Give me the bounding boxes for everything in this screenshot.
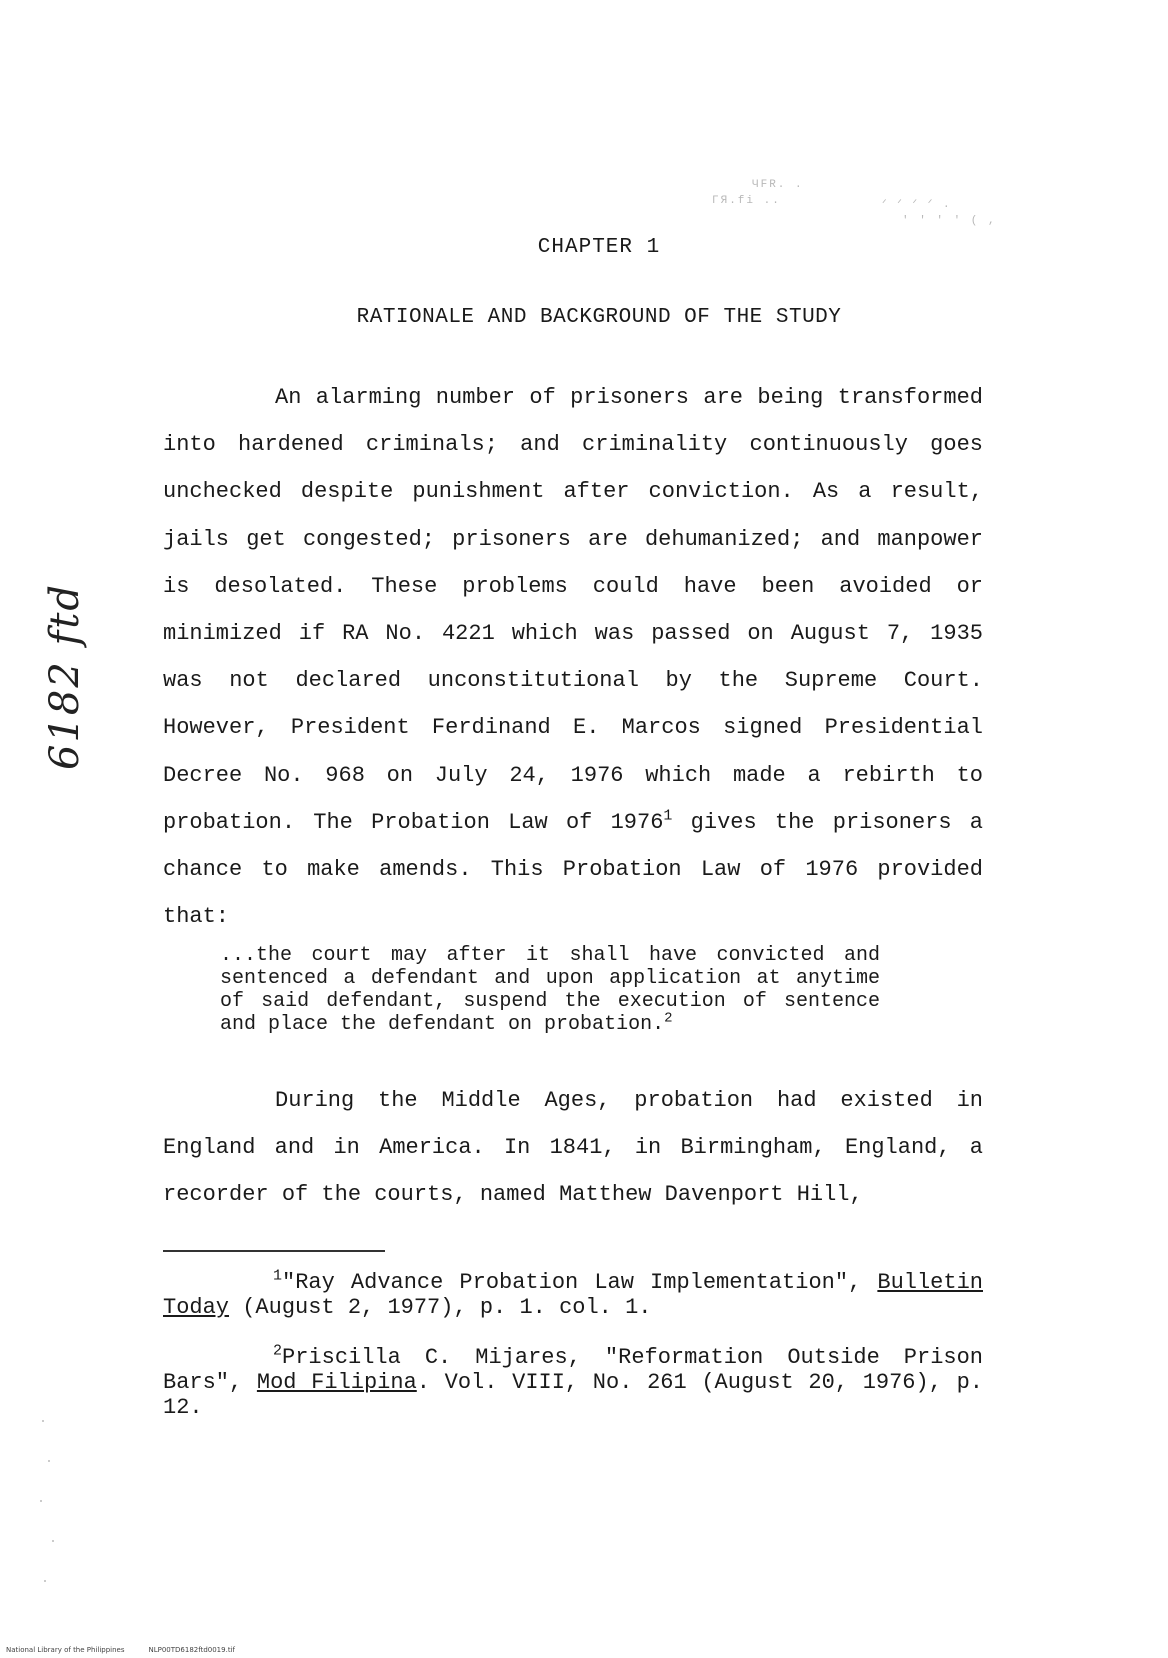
body-paragraph-1 (163, 374, 983, 940)
stamp-line-1: ЧFR. . (752, 179, 804, 191)
footer-library: National Library of the Philippines (6, 1646, 125, 1654)
quote-text: ...the court may after it shall have convicted and sentenced a defendant and upon application at anytime of said defendant, suspend the execution of sentence and place the defendant on probation. (220, 944, 880, 1036)
paragraph-1-tail: gives the prisoners a chance to make amends. This Probation Law of 1976 provided that: (163, 809, 983, 930)
handwritten-margin-note: 6182 ftd (42, 583, 88, 770)
footnote-1 (163, 1267, 983, 1320)
scan-speck (42, 1420, 44, 1422)
stamp-line-3: ᐟ ᐟ ᐟ ᐟ . (882, 199, 952, 211)
scan-speck (52, 1540, 54, 1542)
footer-filename: NLP00TD6182ftd0019.tif (148, 1646, 235, 1654)
footnote-2-number: 2 (273, 1342, 283, 1360)
stamp-line-2: ГЯ.fi .. (712, 195, 781, 207)
chapter-label: CHAPTER 1 (537, 236, 661, 259)
footnote-ref-2: 2 (664, 1010, 673, 1027)
footnote-2 (163, 1342, 983, 1420)
scan-speck (48, 1460, 50, 1462)
paragraph-1-text: An alarming number of prisoners are being transformed into hardened criminals; and criminality continuously goes unchecked despite punishment after conviction. As a result, jails get congested; prisoners are dehumanized; and manpower is desolated. These problems could have been avoided or minimized if RA No. 4221 which was passed on August 7, 1935 was not declared unconstitutional by the Supreme Court. However, President Ferdinand E. Marcos signed Presidential Decree No. 968 on July 24, 1976 which made a rebirth to probation. The Probation Law of 1976 (163, 385, 983, 835)
footnote-1-tail: (August 2, 1977), p. 1. col. 1. (229, 1295, 652, 1320)
scan-speck (40, 1500, 42, 1502)
footnote-2-text: Priscilla C. Mijares, "Reformation Outside Prison Bars", (163, 1345, 983, 1395)
chapter-title: RATIONALE AND BACKGROUND OF THE STUDY (356, 306, 842, 329)
block-quote (220, 944, 880, 1036)
footnote-1-source: Bulletin Today (163, 1270, 983, 1320)
scan-speck (44, 1580, 46, 1582)
stamp-line-4: ' ' ' ' ( , (902, 215, 997, 227)
footnote-ref-1: 1 (663, 807, 673, 825)
footnote-1-text: "Ray Advance Probation Law Implementation", (282, 1270, 878, 1295)
footnote-1-number: 1 (273, 1267, 283, 1285)
footnote-2-source: Mod Filipina (256, 1370, 417, 1395)
footnote-separator (163, 1250, 385, 1252)
body-paragraph-2: During the Middle Ages, probation had existed in England and in America. In 1841, in Birmingham, England, a recorder of the courts, named Matthew Davenport Hill, (163, 1088, 983, 1208)
scan-footer (6, 1646, 235, 1654)
footnote-2-tail: . Vol. VIII, No. 261 (August 20, 1976), p. 12. (163, 1370, 983, 1420)
